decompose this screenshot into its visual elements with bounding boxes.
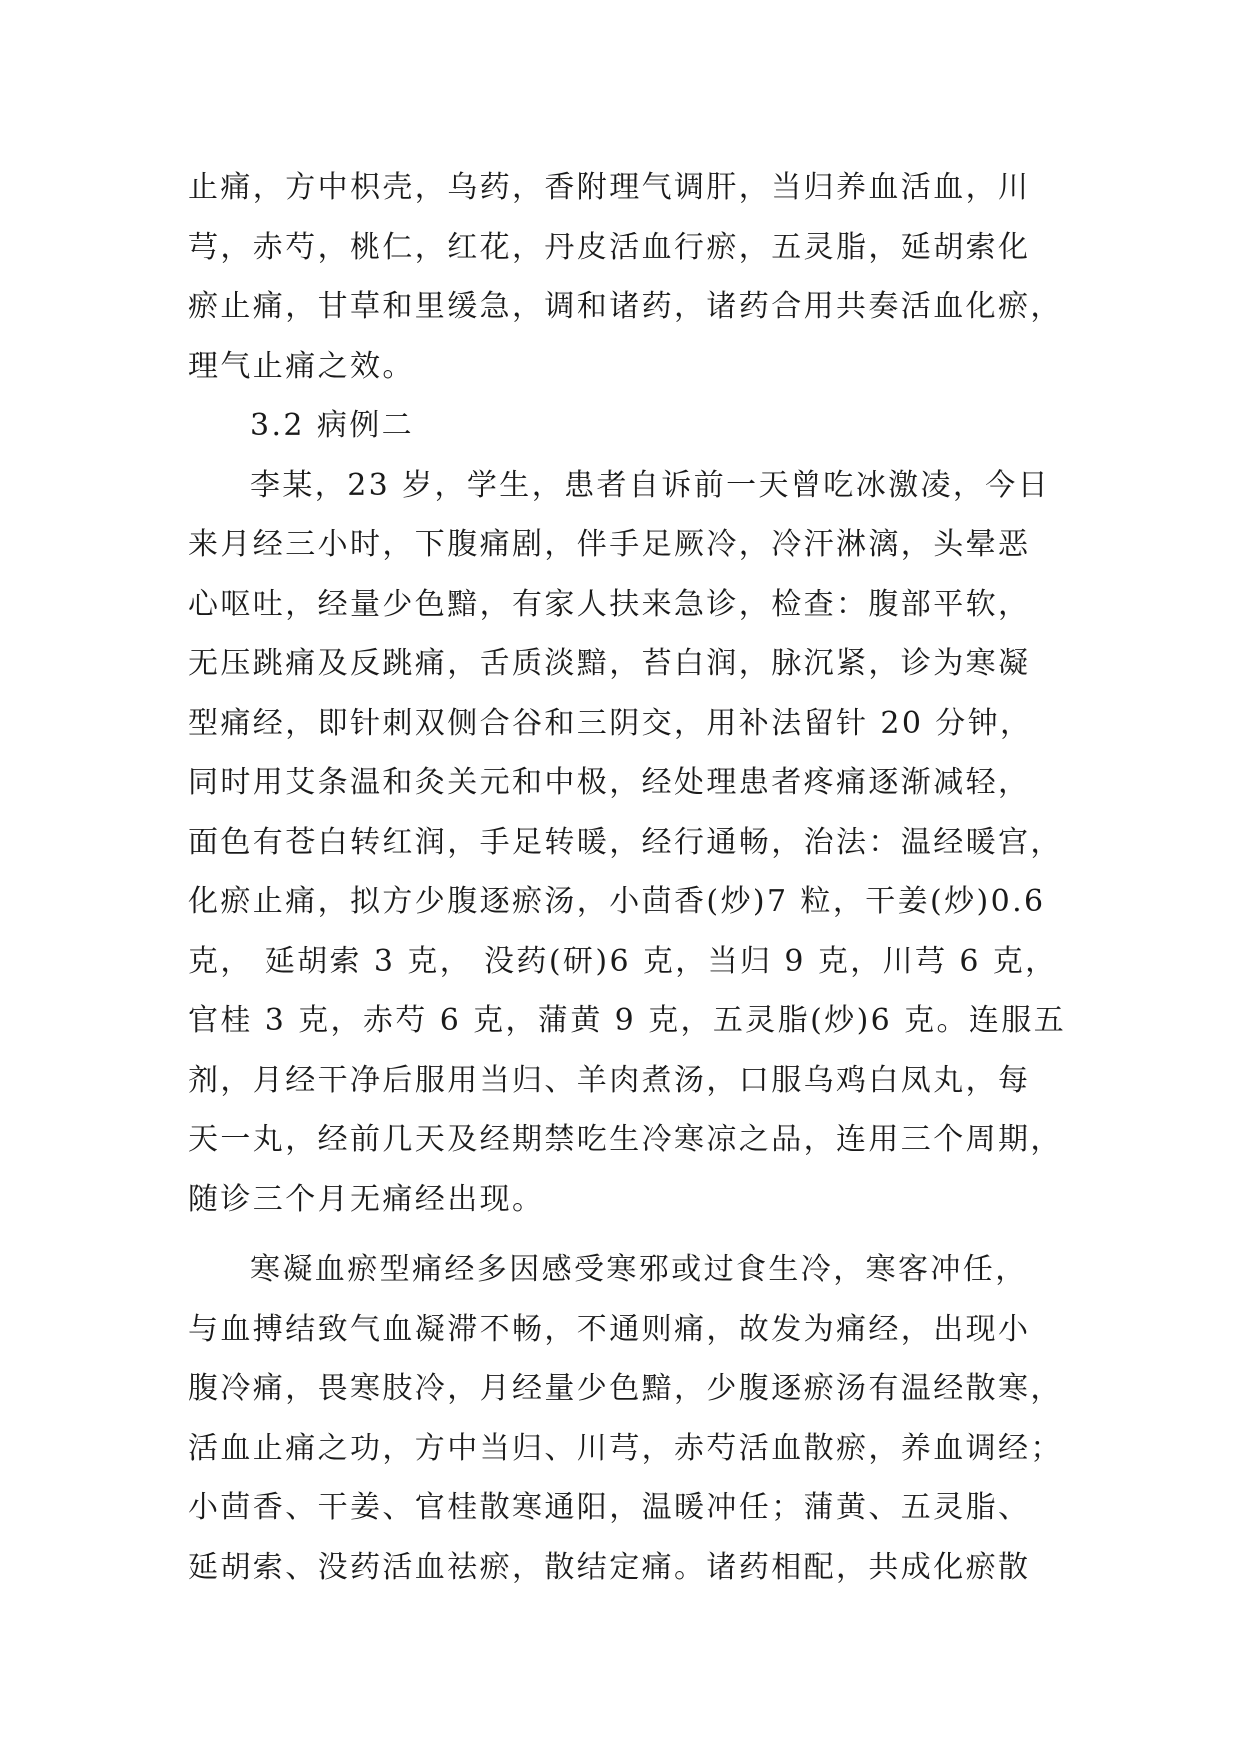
- text-line: 延胡索、没药活血祛瘀，散结定痛。诸药相配，共成化瘀散: [188, 1549, 1031, 1585]
- text-line: 瘀止痛，甘草和里缓急，调和诸药，诸药合用共奏活血化瘀，: [188, 289, 1063, 324]
- text-line: 随诊三个月无痛经出现。: [188, 1181, 545, 1217]
- section-heading: 3.2 病例二: [250, 408, 415, 443]
- document-body: [188, 158, 1068, 1597]
- text-line: 止痛，方中枳壳，乌药，香附理气调肝，当归养血活血，川: [188, 170, 1031, 205]
- text-line: 理气止痛之效。: [188, 348, 415, 384]
- text-line: 天一丸，经前几天及经期禁吃生冷寒凉之品，连用三个周期，: [188, 1122, 1063, 1157]
- case-paragraph: [188, 456, 1068, 1230]
- text-line: 寒凝血瘀型痛经多因感受寒邪或过食生冷，寒客冲任，: [250, 1252, 1028, 1287]
- text-line: 与血搏结致气血凝滞不畅，不通则痛，故发为痛经，出现小: [188, 1311, 1031, 1347]
- text-line: 来月经三小时，下腹痛剧，伴手足厥冷，冷汗淋漓，头晕恶: [188, 527, 1031, 562]
- text-line: 活血止痛之功，方中当归、川芎，赤芍活血散瘀，养血调经；: [188, 1430, 1063, 1466]
- text-line: 小茴香、干姜、官桂散寒通阳，温暖冲任；蒲黄、五灵脂、: [188, 1490, 1031, 1525]
- text-line: 心呕吐，经量少色黯，有家人扶来急诊，检查：腹部平软，: [188, 586, 1031, 622]
- text-line: 型痛经，即针刺双侧合谷和三阴交，用补法留针 20 分钟，: [188, 705, 1033, 741]
- text-line: 化瘀止痛，拟方少腹逐瘀汤，小茴香(炒)7 粒，干姜(炒)0.6: [188, 884, 1046, 919]
- text-line: 芎，赤芍，桃仁，红花，丹皮活血行瘀，五灵脂，延胡索化: [188, 229, 1031, 265]
- analysis-paragraph: [188, 1240, 1068, 1597]
- text-line: 无压跳痛及反跳痛，舌质淡黯，苔白润，脉沉紧，诊为寒凝: [188, 646, 1031, 681]
- paragraph-spacer: [188, 1229, 1068, 1240]
- text-line: 李某，23 岁，学生，患者自诉前一天曾吃冰激凌，今日: [250, 467, 1051, 503]
- text-line: 腹冷痛，畏寒肢冷，月经量少色黯，少腹逐瘀汤有温经散寒，: [188, 1371, 1063, 1406]
- text-line: 官桂 3 克，赤芍 6 克，蒲黄 9 克，五灵脂(炒)6 克。连服五: [188, 1003, 1067, 1038]
- text-line: 克， 延胡索 3 克， 没药(研)6 克，当归 9 克，川芎 6 克，: [188, 943, 1058, 979]
- paragraph-continued: [188, 158, 1068, 396]
- text-line: 面色有苍白转红润，手足转暖，经行通畅，治法：温经暖宫，: [188, 824, 1063, 860]
- text-line: 剂，月经干净后服用当归、羊肉煮汤，口服乌鸡白凤丸，每: [188, 1062, 1031, 1098]
- text-line: 同时用艾条温和灸关元和中极，经处理患者疼痛逐渐减轻，: [188, 765, 1031, 800]
